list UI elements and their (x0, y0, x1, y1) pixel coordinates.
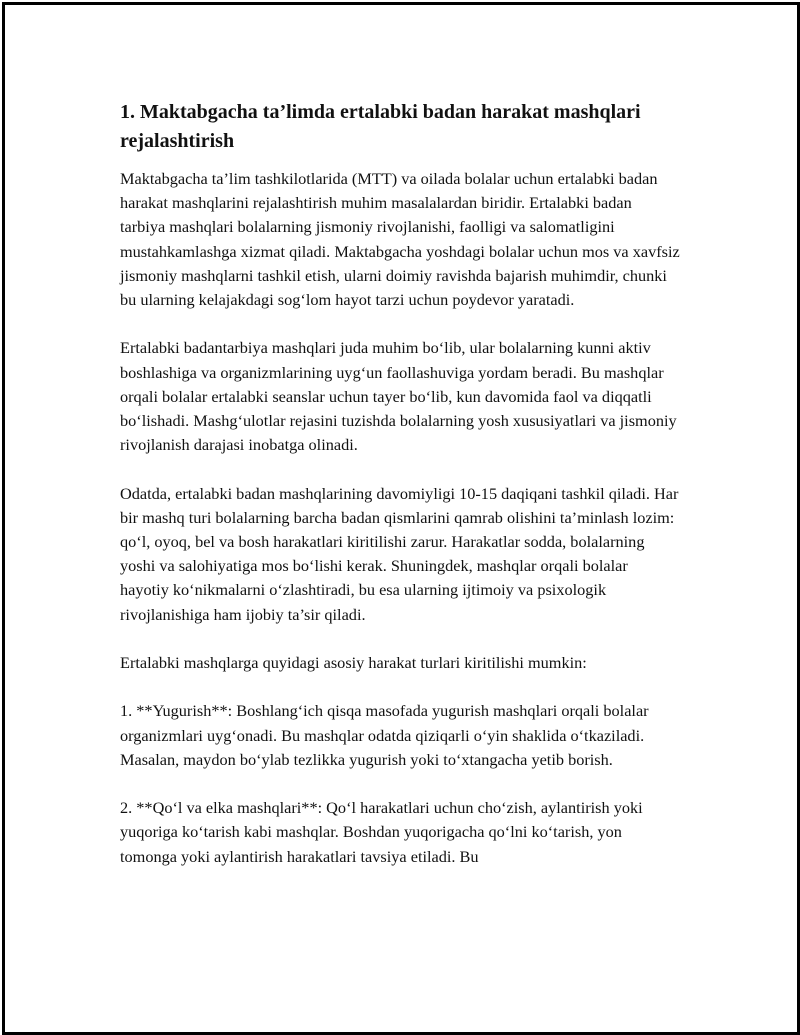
paragraph-list-intro: Ertalabki mashqlarga quyidagi asosiy harakat turlari kiritilishi mumkin: (120, 653, 587, 673)
document-body (120, 98, 680, 893)
paragraph-intro: Maktabgacha ta’lim tashkilotlarida (MTT) va oilada bolalar uchun ertalabki badan harakat mashqlarini rejalashtirish muhim masalalardan biridir. Ertalabki badan tarbiya mashqlari bolalarning jismoniy rivojlanishi, faolligi va salomatligini mustahkamlashga xizmat qiladi. Maktabgacha yoshdagi bolalar uchun mos va xavfsiz jismoniy mashqlarni tashkil etish, ularni doimiy ravishda bajarish muhimdir, chunki bu ularning kelajakdagi sog‘lom hayot tarzi uchun poydevor yaratadi. (120, 169, 680, 310)
paragraph-importance: Ertalabki badantarbiya mashqlari juda muhim bo‘lib, ular bolalarning kunni aktiv boshlashiga va organizmlarining uyg‘un faollashuviga yordam beradi. Bu mashqlar orqali bolalar ertalabki seanslar uchun tayer bo‘lib, kun davomida faol va diqqatli bo‘lishadi. Mashg‘ulotlar rejasini tuzishda bolalarning yosh xususiyatlari va jismoniy rivojlanish darajasi inobatga olinadi. (120, 338, 677, 455)
list-item-running: 1. **Yugurish**: Boshlang‘ich qisqa masofada yugurish mashqlari orqali bolalar organizmlari uyg‘onadi. Bu mashqlar odatda qiziqarli o‘yin shaklida o‘tkaziladi. Masalan, maydon bo‘ylab tezlikka yugurish yoki to‘xtangacha yetib borish. (120, 701, 649, 769)
page-frame (2, 2, 800, 1035)
page-title: 1. Maktabgacha ta’limda ertalabki badan harakat mashqlari rejalashtirish (120, 101, 641, 152)
paragraph-duration: Odatda, ertalabki badan mashqlarining davomiyligi 10-15 daqiqani tashkil qiladi. Har bir mashq turi bolalarning barcha badan qismlarini qamrab olishini ta’minlash lozim: qo‘l, oyoq, bel va bosh harakatlari kiritilishi zarur. Harakatlar sodda, bolalarning yoshi va salohiyatiga mos bo‘lishi kerak. Shuningdek, mashqlar orqali bolalar hayotiy ko‘nikmalarni o‘zlashtiradi, bu esa ularning ijtimoiy va psixologik rivojlanishiga ham ijobiy ta’sir qiladi. (120, 483, 679, 624)
list-item-arm-shoulder: 2. **Qo‘l va elka mashqlari**: Qo‘l harakatlari uchun cho‘zish, aylantirish yoki yuqoriga ko‘tarish kabi mashqlar. Boshdan yuqorigacha qo‘lni ko‘tarish, yon tomonga yoki aylantirish harakatlari tavsiya etiladi. Bu (120, 798, 643, 866)
